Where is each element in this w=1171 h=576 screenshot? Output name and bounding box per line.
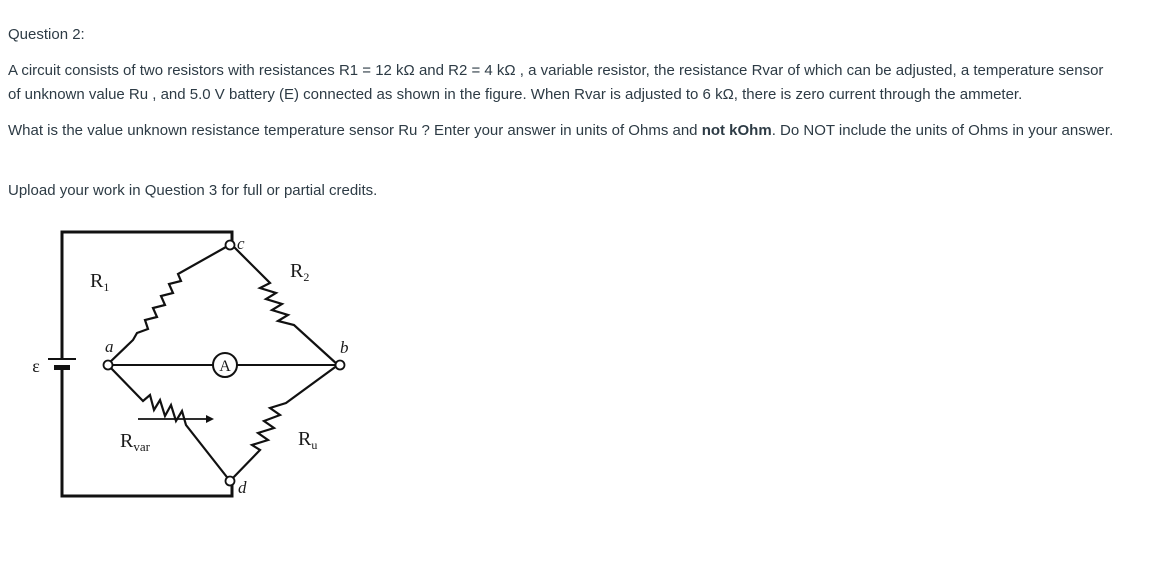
node-a-label: a [105,337,114,356]
ru-main: R [298,428,312,450]
resistor-r2 [232,245,338,365]
rvar-main: R [120,430,134,452]
circuit-figure [8,225,368,505]
node-d-label: d [238,478,247,497]
resistor-ru [230,365,338,481]
emf-label: ε [32,356,40,376]
node-b-dot [336,361,345,370]
paragraph-2-text: What is the value unknown resistance temperature sensor Ru ? Enter your answer in units of Ohms and [8,122,702,139]
r1-subscript: 1 [103,280,110,294]
rvar-subscript: var [133,439,150,454]
r2-subscript: 2 [303,270,310,284]
question-paragraph-2 [8,119,1168,143]
question-paragraph-1 [8,59,1168,107]
ammeter-label: A [219,358,231,375]
rvar-label [120,430,151,454]
paragraph-2-text-end: . Do NOT include the units of Ohms in your answer. [771,122,1114,139]
wire-bottom [62,377,232,496]
node-d-dot [226,477,235,486]
node-c-dot [226,241,235,250]
r2-main: R [290,260,304,282]
node-b-label: b [340,338,349,357]
question-paragraph-3: Upload your work in Question 3 for full or partial credits. [8,182,378,199]
resistor-rvar [108,365,230,481]
paragraph-1-line-2: of unknown value Ru , and 5.0 V battery (E) connected as shown in the figure. When Rvar is adjusted to 6 kΩ, there is zero current through the ammeter. [8,86,1023,103]
paragraph-1-line-1: A circuit consists of two resistors with resistances R1 = 12 kΩ and R2 = 4 kΩ , a variable resistor, the resistance Rvar of which can be adjusted, a temperature sensor [8,62,1104,79]
battery-icon [48,339,76,377]
ru-subscript: u [311,438,318,452]
r1-main: R [90,270,104,292]
circuit-diagram [8,225,368,505]
ru-label [298,428,317,452]
node-c-label: c [237,234,245,253]
resistor-r1 [108,247,226,364]
r1-label [90,270,109,294]
ammeter-icon [213,353,237,377]
question-title: Question 2: [8,26,85,43]
r2-label [290,260,309,284]
paragraph-2-bold: not kOhm [701,122,772,139]
